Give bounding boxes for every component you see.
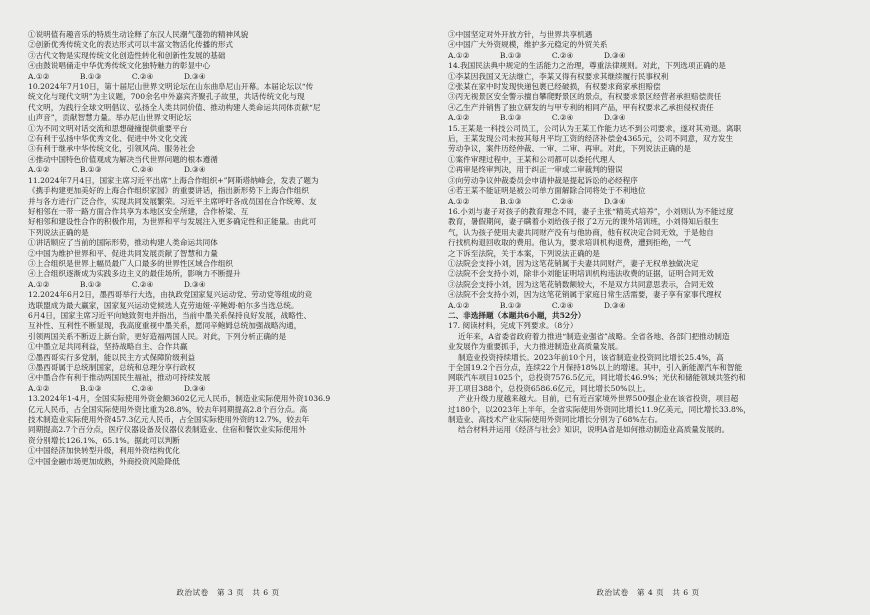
- text-line: ①中国经济加快转型升级，利用外资结构优化: [28, 446, 180, 456]
- text-line: ①说明值有趣音乐的特质生动诠释了东汉人民潮气蓬勃的精神风貌: [28, 30, 249, 39]
- text-line: 14.我国民法典中规定的生活能力之治理，尊重法律规则。对此，下列选项正确的是: [448, 61, 726, 71]
- text-line: ①中墨立足共同利益，坚持战略自主、合作共赢: [28, 342, 188, 352]
- text-line: ①为不同文明对话交流和思想碰撞提供重要平台: [28, 123, 188, 133]
- text-line: A.①② B.①③ C.②④ D.③④: [28, 383, 206, 393]
- text-line: A.①② B.①③ C.②④ D.③④: [28, 71, 206, 81]
- text-line: ②有利于弘扬中华优秀文化、促进中外文化交流: [28, 134, 188, 144]
- text-line: ④法院不会支持小刘，因为这笔花销属于家庭日常生活需要，妻子享有家事代理权: [448, 290, 722, 300]
- text-line: 业发展作为重要抓手，大力推进制造业高质量发展。: [448, 342, 623, 352]
- text-line: 13.2024年1-4月，全国实际使用外资金额3602亿元人民币，制造业实际使用外资1036.9: [28, 394, 331, 404]
- text-line: ③法院会支持小刘，因为这笔花销数额较大，不是双方共同意思表示，合同无效: [448, 279, 714, 289]
- text-line: ①李某因我国又无法继亡，李某又得有权要求其继续履行民事权利: [448, 71, 669, 81]
- text-line: ②墨西哥实行多党制，能以民主方式保障阶级利益: [28, 352, 196, 362]
- text-line: 过180个，以2023年上半年，全省实际使用外资同比增长11.9亿美元，同比增长33.8%，: [448, 404, 751, 414]
- text-line: 下列说法正确的是: [28, 227, 89, 237]
- text-line: 选联盟成为最大赢家，国家复兴运动党候选人克劳迪娅·辛鲍姆·帕尔多当选总统。: [28, 300, 299, 310]
- text-line: ②中国为维护世界和平、促进共同发展贡献了智慧和力量: [28, 248, 218, 258]
- text-line: 劳动争议，案件历经仲裁、一审、二审、再审。对此，下列说法正确的是: [448, 144, 691, 154]
- text-line: 气，认为孩子使用夫妻共同财产没有与他协商，他有权决定合同无效，于是他自: [448, 227, 714, 237]
- text-line: A.①② B.①③ C.②④ D.③④: [448, 50, 626, 60]
- text-line: ④由鼓说唱俑走中华优秀传统文化独特魅力的彰显中心: [28, 61, 211, 71]
- text-line: 16.小刘与妻子对孩子的教育理念不同，妻子主张“精英式培养”，小刘则认为不能过度: [448, 206, 734, 216]
- text-line: 好相邻和建设性合作的积极作用，为世界和平与发展注入更多确定性和正能量。由此可: [28, 217, 317, 227]
- text-line: ③向劳动争议仲裁委员会申请仲裁是提起诉讼的必经程序: [448, 175, 638, 185]
- page-3: [28, 30, 428, 600]
- text-line: 于全国19.2个百分点，连续22个月保持18%以上的增速。其中，引入新能源汽车和智能: [448, 363, 743, 372]
- text-line: ②再审是终审判决，用于纠正一审或二审裁判的错误: [448, 165, 623, 175]
- text-line: 同期提高2.7个百分点，医疗仪器设备及仪器仪表制造业、住宿和餐饮业实际使用外: [28, 425, 306, 435]
- text-line: ①案件审理过程中，王某和公司都可以委托代理人: [448, 154, 616, 164]
- text-line: ④若王某不能证明是被公司单方面解除合同将处于不利地位: [448, 186, 646, 196]
- text-line: 网联汽车项目1025个，总投资7576.5亿元，同比增长46.9%；光伏和储能领域共签约和: [448, 373, 746, 383]
- text-line: 二、非选择题（本题共6小题，共52分）: [448, 310, 586, 320]
- text-line: ②张某在家中时发现快递包裹已经破损，有权要求商家承担赔偿: [448, 82, 661, 92]
- text-line: ③上合组织是世界上幅员最广人口最多的世界性区域合作组织: [28, 258, 234, 268]
- text-line: A.①② B.①③ C.②④ D.③④: [28, 279, 206, 289]
- text-line: ①法院会支持小刘，因为这笔花销属于夫妻共同财产，妻子无权单独做决定: [448, 258, 699, 268]
- text-line: A.①② B.①③ C.②④ D.③④: [448, 300, 626, 310]
- text-line: ④推动中国特色价值观成为解决当代世界问题的根本遵循: [28, 154, 218, 164]
- text-line: 互补性、互利性不断显现，我高度重视中墨关系，愿同辛鲍姆总统加强战略沟通，: [28, 321, 302, 331]
- text-line: 好相邻在一带一路方面合作共享为本地区安全所建，合作桥梁、互: [28, 206, 249, 216]
- page-3-text: [28, 30, 428, 467]
- text-line: 制造业、高技术产业实际使用外资同比增长分别为了68%左右。: [448, 415, 663, 425]
- text-line: 近年来，A省委省政府着力推进“制造业强省”战略。全省各地、各部门把推动制造: [458, 331, 730, 341]
- text-line: ③丙无视景区安全警示擅自攀爬野景区的景点，有权要求景区经营者承担赔偿责任: [448, 92, 722, 102]
- text-line: ②创新优秀传统文化的表达形式可以丰富文物活化传播的形式: [28, 40, 234, 50]
- text-line: 资分别增长126.1%、65.1%。据此可以判断: [28, 435, 180, 445]
- text-line: 10.2024年7月10日，第十届尼山世界文明论坛在山东曲阜尼山开幕。本届论坛以“传: [28, 82, 314, 92]
- text-line: 亿元人民币，占全国实际使用外资比重为28.8%，较去年同期提高2.8个百分点。高: [28, 404, 308, 414]
- text-line: ④乙生产并销售了独立研发的与甲专利的相同产品，甲有权要求乙承担侵权责任: [448, 102, 714, 112]
- text-line: ③古代文物是实现传统文化创造性转化和创新性发展的基础: [28, 50, 226, 60]
- text-line: 17. 阅读材料，完成下列要求。（8分）: [448, 321, 578, 331]
- text-line: ①讲话顺应了当前的国际形势，推动构建人类命运共同体: [28, 238, 218, 248]
- text-line: 结合材料并运用《经济与社会》知识，说明A省是如何推动制造业高质量发展的。: [458, 425, 730, 435]
- page-3-footer: 政治试卷 第 3 页 共 6 页: [176, 587, 280, 597]
- text-line: 15.王某是一科技公司员工，公司认为王某工作能力达不到公司要求，遂对其劝退。离职: [448, 123, 742, 133]
- text-line: 12.2024年6月2日，墨西哥举行大选，由执政党国家复兴运动党、劳动党等组成的竞: [28, 290, 313, 300]
- page-4-text: [448, 30, 848, 436]
- text-line: A.①② B.①③ C.②④ D.③④: [448, 196, 626, 206]
- text-line: ②中国金融市场更加成熟，外商投资风险降低: [28, 456, 180, 466]
- text-line: 产业升级力度越来越大。目前，已有近百家境外世界500强企业在该省投资，项目超: [458, 394, 739, 404]
- text-line: 6月4日，国家主席习近平向她致贺电并指出，当前中墨关系保持良好发展，战略性、: [28, 310, 312, 320]
- text-line: 教育，暑假期间，妻子瞒着小刘给孩子报了2万元的课外培训班，小刘得知后很生: [448, 217, 719, 227]
- text-line: 统文化与现代文明”为主议题，700余名中外嘉宾齐聚孔子故里，共话传统文化与现: [28, 92, 305, 102]
- text-line: 11.2024年7月4日，国家主席习近平出席“上海合作组织+”阿斯塔纳峰会，发表了题为: [28, 175, 319, 185]
- text-line: A.①② B.①③ C.②④ D.③④: [28, 165, 206, 175]
- text-line: ③墨西哥属于总统制国家，总统和总理分享行政权: [28, 363, 196, 372]
- text-line: ③有利于继承中华传统文化，引领风尚、服务社会: [28, 144, 196, 154]
- text-line: 后，王某发现公司未按其每月平均工资的经济补偿金4365元，公司不同意，双方发生: [448, 134, 734, 144]
- text-line: 引领两国关系不断迈上新台阶，更好造福两国人民。对此，下列分析正确的是: [28, 331, 287, 341]
- text-line: 行找机构退回收取的费用。他认为，要求培训机构退费，遭到拒绝，一气: [448, 238, 691, 248]
- page-4-footer: 政治试卷 第 4 页 共 6 页: [596, 587, 700, 597]
- text-line: 制造业投资持续增长。2023年前10个月，该省制造业投资同比增长25.4%，高: [458, 352, 724, 362]
- text-line: 《携手构建更加美好的上海合作组织家园》的重要讲话，指出新形势下上海合作组织: [28, 186, 309, 196]
- text-line: ④上合组织逐渐成为实践多边主义的最佳场所，影响力不断提升: [28, 269, 241, 279]
- text-line: 技术制造业实际使用外资457.3亿元人民币，占全国实际使用外资的12.7%，较去年: [28, 415, 310, 425]
- text-line: 代文明，为践行全球文明倡议、弘扬全人类共同价值、推动构建人类命运共同体贡献“尼: [28, 102, 321, 112]
- text-line: ②法院不会支持小刘，除非小刘能证明培训机构违法收费的证据，证明合同无效: [448, 269, 714, 279]
- text-line: ③中国坚定对外开放方针，与世界共享机遇: [448, 30, 593, 39]
- text-line: 开工项目388个，总投资6586.6亿元，同比增长50%以上。: [448, 383, 651, 393]
- text-line: 之下诉至法院，关于本案，下列说法正确的是: [448, 248, 600, 258]
- text-line: 山声音”，贡献智慧力量。举办尼山世界文明论坛: [28, 113, 192, 123]
- page-4: [448, 30, 848, 600]
- text-line: 并与各方进行广泛合作，实现共同发展繁荣。习近平主席呼吁各成员国在合作统筹、友: [28, 196, 317, 206]
- text-line: A.①② B.①③ C.②④ D.③④: [448, 113, 626, 123]
- text-line: ④中墨合作有利于推动两国民生福祉，推动可持续发展: [28, 373, 211, 383]
- text-line: ④中国广大外资规模，维护多元稳定的外贸关系: [448, 40, 608, 50]
